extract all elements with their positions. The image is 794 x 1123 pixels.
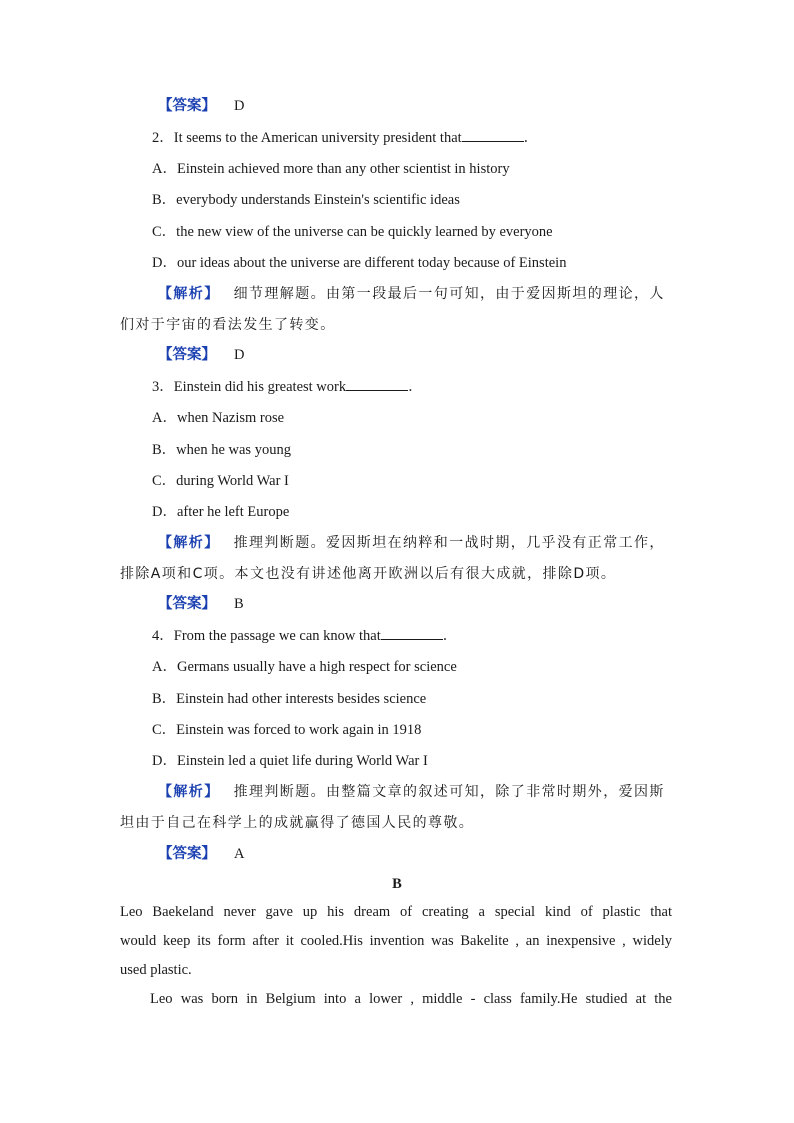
answer-line-q1 [158,97,244,115]
question-end: ． [523,130,539,146]
q2-option-c: C．the new view of the universe can be quickly learned by everyone [152,224,553,240]
q4-option-c: C．Einstein was forced to work again in 1918 [152,722,422,738]
paragraph-1-line-3: used plastic. [120,962,192,978]
question-text: 3．Einstein did his greatest work [152,379,347,395]
answer-line-q3 [158,595,244,613]
paragraph-1-line-1: Leo Baekeland never gave up his dream of creating a special kind of plastic that [120,904,672,920]
q3-option-b: B．when he was young [152,442,291,458]
explanation-tag: 【解析】 [158,784,220,800]
explanation-tag: 【解析】 [158,535,220,551]
answer-value: B [234,596,244,612]
question-end: ． [408,379,423,395]
q2-option-d: D．our ideas about the universe are different today because of Einstein [152,255,567,271]
explanation-text: 细节理解题。由第一段最后一句可知，由于爱因斯坦的理论，人 [233,286,665,302]
question-end: ． [442,628,458,644]
q3-option-a: A．when Nazism rose [152,410,285,426]
q2-option-a: A．Einstein achieved more than any other scientist in history [152,161,510,177]
q4-explanation-line-2: 坦由于自己在科学上的成就赢得了德国人民的尊敬。 [120,815,475,831]
question-3-stem [152,378,423,396]
q2-explanation-line-1 [158,285,665,303]
explanation-tag: 【解析】 [158,286,220,302]
q2-explanation-line-2: 们对于宇宙的看法发生了转变。 [120,317,336,333]
answer-blank [346,378,408,391]
q4-option-d: D．Einstein led a quiet life during World War I [152,753,428,769]
answer-blank [462,129,524,142]
q3-option-c: C．during World War I [152,473,289,489]
q3-explanation-line-2: 排除A项和C项。本文也没有讲述他离开欧洲以后有很大成就，排除D项。 [120,566,617,582]
explanation-text: 推理判断题。爱因斯坦在纳粹和一战时期，几乎没有正常工作， [233,535,665,551]
question-text: 2．It seems to the American university president that [152,130,462,146]
answer-value: D [234,347,245,363]
answer-tag: 【答案】 [158,347,216,363]
question-4-stem [152,627,457,645]
answer-tag: 【答案】 [158,596,216,612]
paragraph-2-line-1: Leo was born in Belgium into a lower , middle - class family.He studied at the [150,991,672,1007]
q3-explanation-line-1 [158,534,665,552]
answer-line-q4 [158,845,244,863]
answer-tag: 【答案】 [158,846,216,862]
answer-blank [381,627,443,640]
q4-option-a: A．Germans usually have a high respect for science [152,659,457,675]
answer-tag: 【答案】 [158,98,216,114]
q4-explanation-line-1 [158,783,665,801]
answer-value: D [234,98,245,114]
explanation-text: 推理判断题。由整篇文章的叙述可知，除了非常时期外，爱因斯 [233,784,665,800]
q3-option-d: D．after he left Europe [152,504,290,520]
question-text: 4．From the passage we can know that [152,628,381,644]
answer-line-q2 [158,346,244,364]
section-heading: B [392,876,402,892]
answer-value: A [234,846,245,862]
q2-option-b: B．everybody understands Einstein's scientific ideas [152,192,460,208]
paragraph-1-line-2: would keep its form after it cooled.His invention was Bakelite , an inexpensive , widely [120,933,672,949]
question-2-stem [152,129,538,147]
q4-option-b: B．Einstein had other interests besides science [152,691,427,707]
